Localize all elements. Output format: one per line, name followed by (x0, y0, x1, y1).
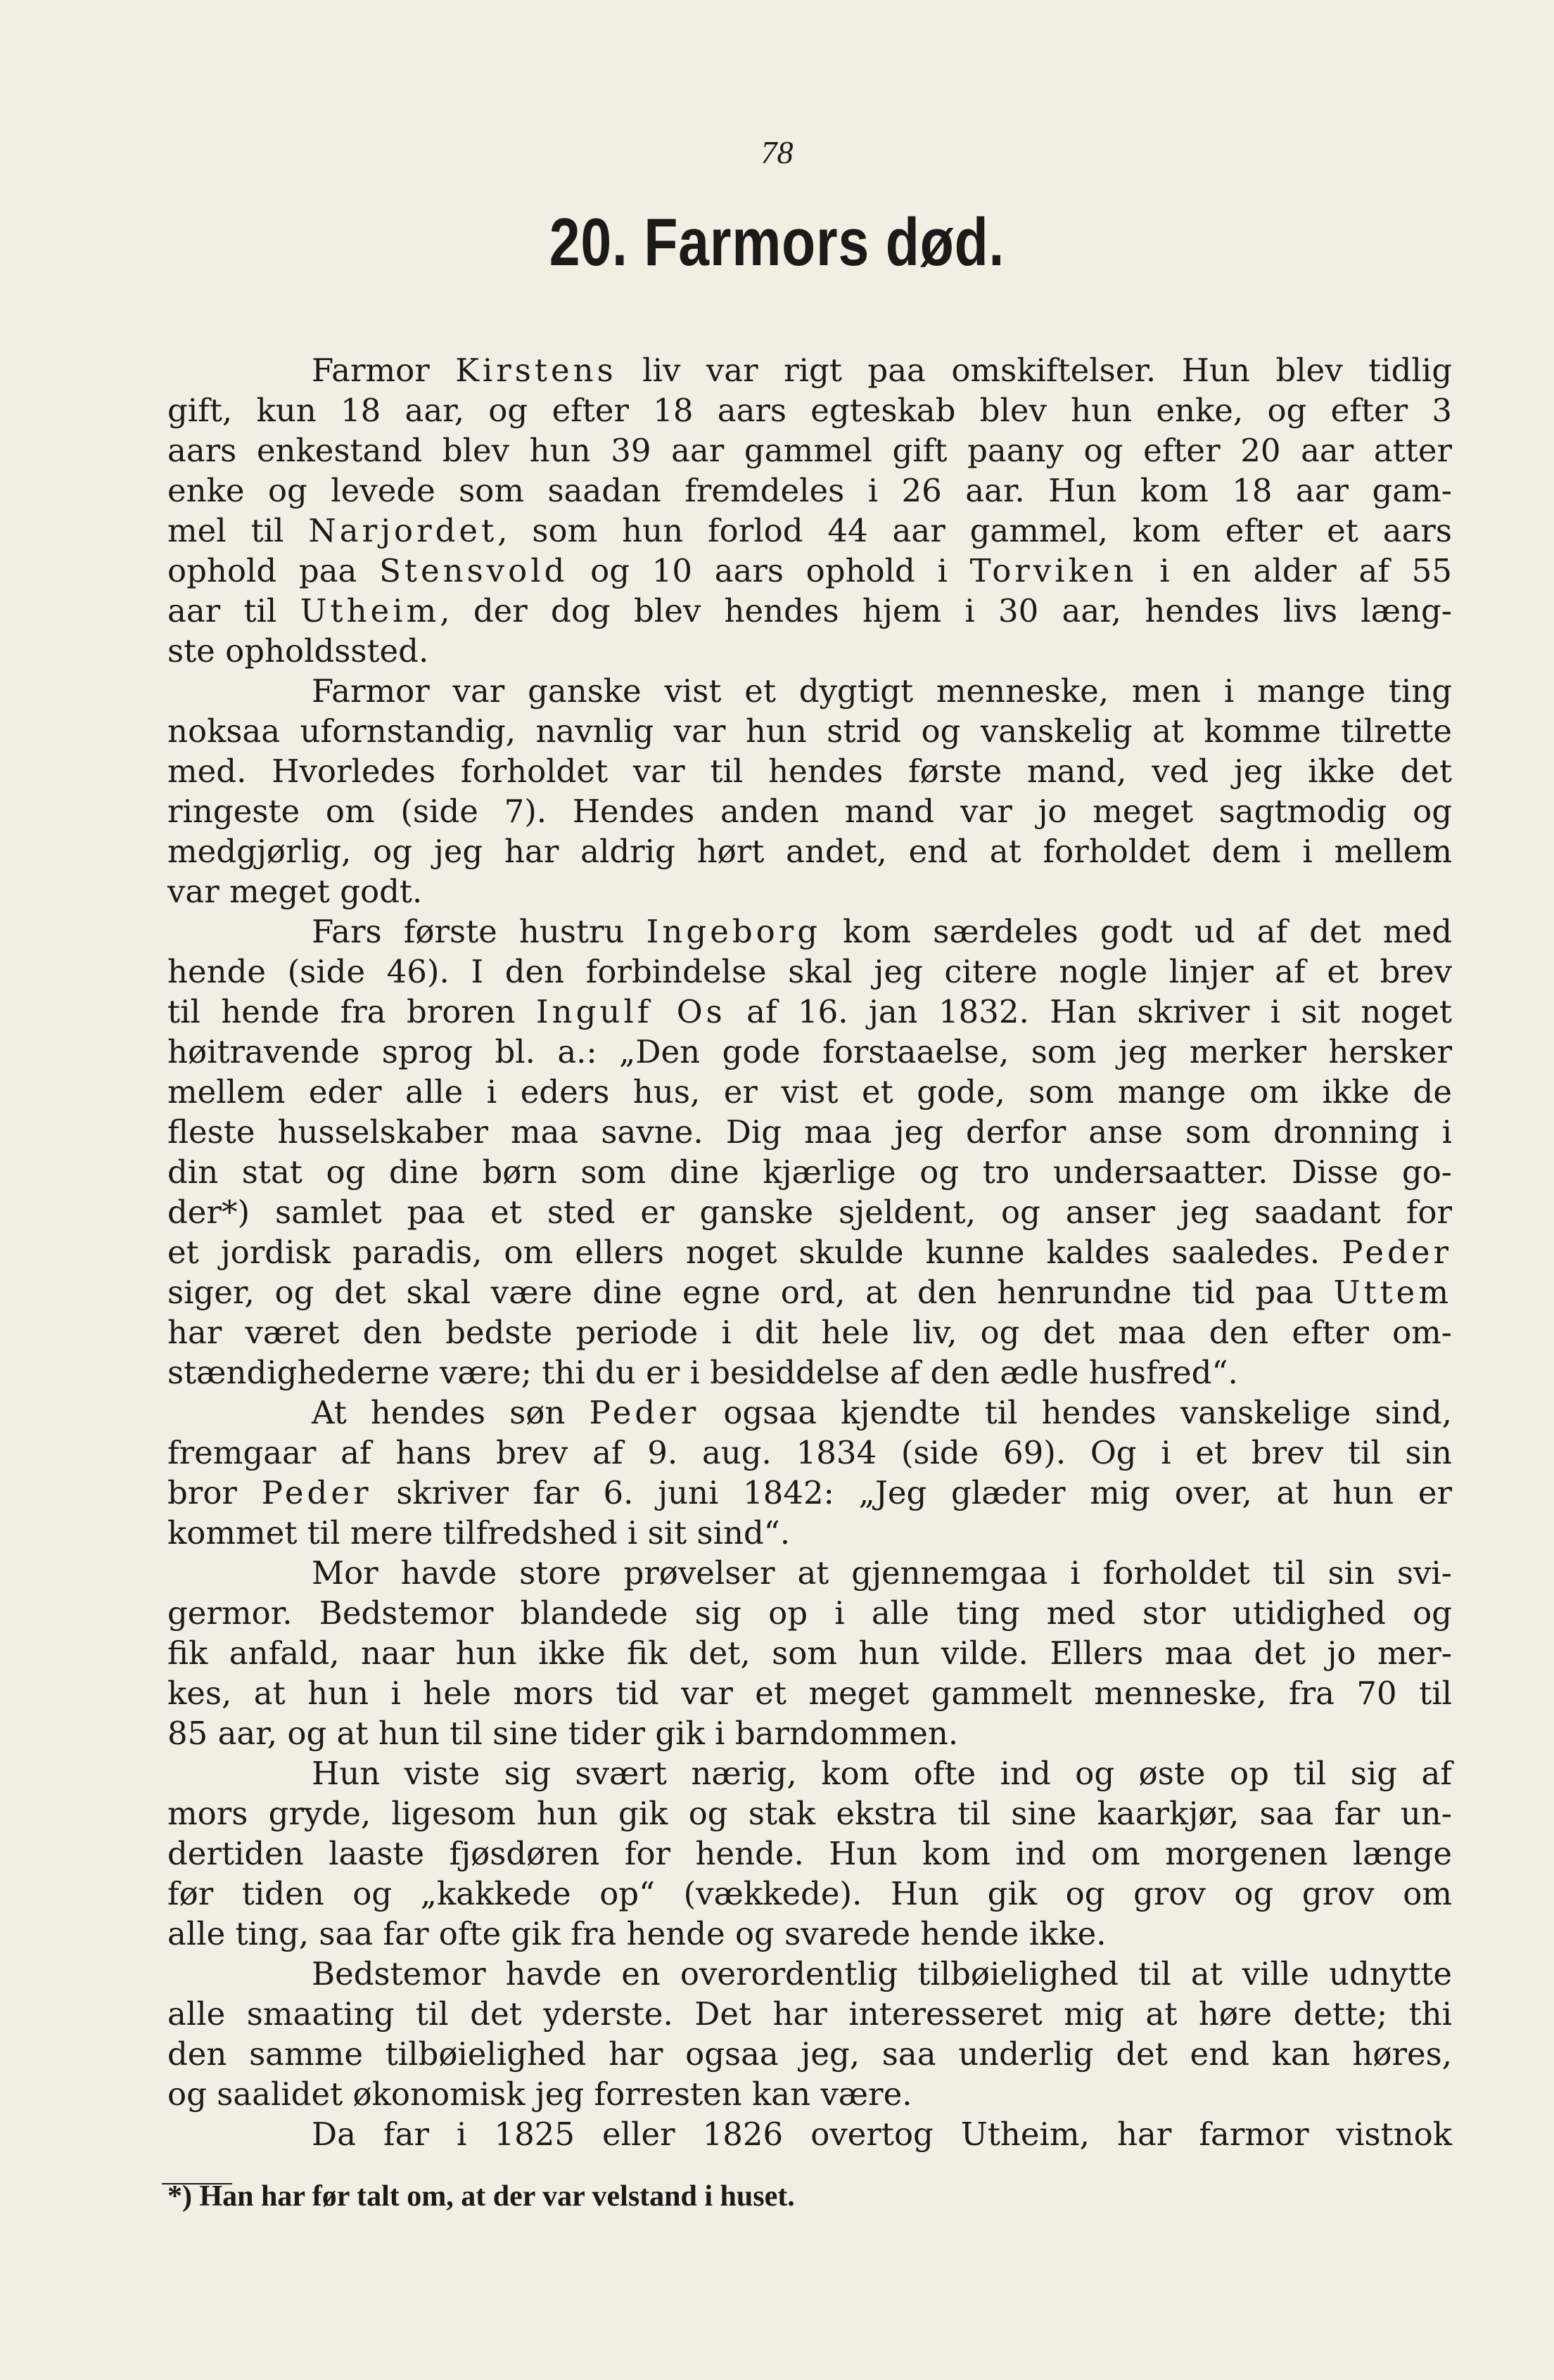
text-run: ogsaa kjendte til hendes vanskelige sind, (699, 1394, 1452, 1431)
text-run: høitravende sprog bl. a.: „Den gode forstaaelse, som jeg merker hersker (167, 1033, 1452, 1070)
spaced-name: Peder (261, 1474, 372, 1511)
text-run: og saalidet økonomisk jeg forresten kan være. (167, 2075, 912, 2113)
text-run: medgjørlig, og jeg har aldrig hørt andet, end at forholdet dem i mellem (167, 833, 1452, 870)
text-run: i en alder af 55 (1137, 552, 1452, 589)
text-line (167, 831, 1452, 871)
page-number: 78 (760, 134, 794, 170)
text-run: noksaa ufornstandig, navnlig var hun strid og vanskelig at komme tilrette (167, 712, 1452, 750)
text-line (167, 671, 1452, 711)
spaced-name: Torviken (969, 552, 1138, 589)
text-run: til hende fra broren (167, 993, 536, 1030)
text-run: mors gryde, ligesom hun gik og stak ekstra til sine kaarkjør, saa far un- (167, 1795, 1452, 1832)
text-line (167, 1352, 1452, 1393)
text-line (167, 711, 1452, 751)
text-line (167, 2074, 1452, 2114)
text-run: , som hun forlod 44 aar gammel, kom efter et aars (497, 512, 1453, 549)
spaced-name: Peder (589, 1394, 700, 1431)
text-run: kes, at hun i hele mors tid var et meget gammelt menneske, fra 70 til (167, 1675, 1452, 1712)
text-line (167, 791, 1452, 831)
text-line (167, 390, 1452, 430)
text-line (167, 2034, 1452, 2074)
text-line (167, 1433, 1452, 1473)
text-line (167, 591, 1452, 631)
text-run: ringeste om (side 7). Hendes anden mand var jo meget sagtmodig og (167, 793, 1452, 830)
spaced-name: Stensvold (379, 552, 568, 589)
text-run: ste opholdssted. (167, 632, 429, 670)
text-line (167, 350, 1452, 390)
text-line (167, 1593, 1452, 1633)
text-run: gift, kun 18 aar, og efter 18 aars egteskab blev hun enke, og efter 3 (167, 392, 1452, 429)
text-line (167, 551, 1452, 591)
text-run: Farmor (312, 352, 456, 389)
text-line (167, 1553, 1452, 1593)
spaced-name: Utheim (300, 592, 440, 629)
text-run: var meget godt. (167, 873, 423, 910)
text-run: ophold paa (167, 552, 380, 589)
text-run: fremgaar af hans brev af 9. aug. 1834 (side 69). Og i et brev til sin (167, 1434, 1452, 1471)
text-line (167, 1192, 1452, 1232)
text-line (167, 631, 1452, 671)
text-run: Bedstemor havde en overordentlig tilbøielighed til at ville udnytte (312, 1955, 1452, 1992)
footnote: *) Han har før talt om, at der var velstand i huset. (167, 2180, 795, 2213)
text-line (167, 2114, 1452, 2154)
text-run: Mor havde store prøvelser at gjennemgaa i forholdet til sin svi- (312, 1554, 1452, 1592)
text-line (167, 1834, 1452, 1874)
text-line (167, 1232, 1452, 1272)
text-run: aar til (167, 592, 300, 629)
text-run: alle smaating til det yderste. Det har interesseret mig at høre dette; thi (167, 1995, 1452, 2033)
text-run: der*) samlet paa et sted er ganske sjeldent, og anser jeg saadant for (167, 1194, 1452, 1231)
text-line (167, 871, 1452, 911)
text-run: og 10 aars ophold i (568, 552, 970, 589)
text-run: , der dog blev hendes hjem i 30 aar, hendes livs læng- (440, 592, 1452, 629)
text-run: alle ting, saa far ofte gik fra hende og svarede hende ikke. (167, 1915, 1107, 1952)
text-run: hende (side 46). I den forbindelse skal jeg citere nogle linjer af et brev (167, 953, 1452, 990)
text-line (167, 1272, 1452, 1312)
text-run: den samme tilbøielighed har ogsaa jeg, saa underlig det end kan høres, (167, 2035, 1452, 2073)
text-line (167, 1713, 1452, 1753)
text-run: kommet til mere tilfredshed i sit sind“. (167, 1514, 791, 1552)
text-run: fleste husselskaber maa savne. Dig maa jeg derfor anse som dronning i (167, 1113, 1452, 1151)
text-run: 85 aar, og at hun til sine tider gik i barndommen. (167, 1715, 959, 1752)
text-line (167, 1954, 1452, 1994)
text-run: stændighederne være; thi du er i besiddelse af den ædle husfred“. (167, 1354, 1238, 1391)
spaced-name: Narjordet (308, 512, 498, 549)
text-line (167, 1753, 1452, 1793)
text-line (167, 911, 1452, 952)
text-run: dertiden laaste fjøsdøren for hende. Hun kom ind om morgenen længe (167, 1835, 1452, 1872)
text-line (167, 1032, 1452, 1072)
spaced-name: Ingulf Os (535, 993, 726, 1030)
chapter-title: 20. Farmors død. (549, 205, 1005, 280)
text-run: enke og levede som saadan fremdeles i 26 aar. Hun kom 18 aar gam- (167, 472, 1452, 509)
text-line (167, 1874, 1452, 1914)
text-run: har været den bedste periode i dit hele liv, og det maa den efter om- (167, 1314, 1452, 1351)
text-line (167, 1112, 1452, 1152)
text-line (167, 511, 1452, 551)
text-line (167, 1152, 1452, 1192)
text-run: et jordisk paradis, om ellers noget skulde kunne kaldes saaledes. (167, 1234, 1342, 1271)
text-run: bror (167, 1474, 262, 1511)
text-run: kom særdeles godt ud af det med (821, 913, 1452, 950)
text-line (167, 1673, 1452, 1713)
text-run: Fars første hustru (312, 913, 647, 950)
text-run: før tiden og „kakkede op“ (vækkede). Hun gik og grov og grov om (167, 1875, 1452, 1912)
text-line (167, 1473, 1452, 1513)
text-line (167, 1393, 1452, 1433)
text-line (167, 1793, 1452, 1834)
text-line (167, 430, 1452, 471)
text-run: At hendes søn (312, 1394, 590, 1431)
text-line (167, 471, 1452, 511)
text-line (167, 1914, 1452, 1954)
text-run: Farmor var ganske vist et dygtigt menneske, men i mange ting (312, 672, 1452, 710)
body-text (167, 350, 1452, 2154)
text-line (167, 1072, 1452, 1112)
spaced-name: Uttem (1333, 1274, 1452, 1311)
text-line (167, 1994, 1452, 2034)
text-line (167, 1312, 1452, 1352)
text-run: Da far i 1825 eller 1826 overtog Utheim, har farmor vistnok (312, 2116, 1452, 2153)
text-run: af 16. jan 1832. Han skriver i sit noget (725, 993, 1452, 1030)
text-run: Hun viste sig svært nærig, kom ofte ind og øste op til sig af (312, 1755, 1452, 1792)
text-run: fik anfald, naar hun ikke fik det, som hun vilde. Ellers maa det jo mer- (167, 1634, 1452, 1672)
spaced-name: Kirstens (455, 352, 617, 389)
text-run: din stat og dine børn som dine kjærlige og tro undersaatter. Disse go- (167, 1153, 1452, 1191)
spaced-name: Ingeborg (646, 913, 822, 950)
text-line (167, 952, 1452, 992)
text-line (167, 992, 1452, 1032)
text-run: mellem eder alle i eders hus, er vist et gode, som mange om ikke de (167, 1073, 1452, 1111)
text-run: liv var rigt paa omskiftelser. Hun blev tidlig (616, 352, 1452, 389)
text-line (167, 751, 1452, 791)
text-run: germor. Bedstemor blandede sig op i alle ting med stor utidighed og (167, 1594, 1452, 1632)
text-run: skriver far 6. juni 1842: „Jeg glæder mig over, at hun er (371, 1474, 1452, 1511)
text-line (167, 1633, 1452, 1673)
text-run: mel til (167, 512, 309, 549)
text-run: aars enkestand blev hun 39 aar gammel gift paany og efter 20 aar atter (167, 432, 1452, 469)
text-run: med. Hvorledes forholdet var til hendes første mand, ved jeg ikke det (167, 753, 1452, 790)
spaced-name: Peder (1342, 1234, 1452, 1271)
text-line (167, 1513, 1452, 1553)
text-run: siger, og det skal være dine egne ord, at den henrundne tid paa (167, 1274, 1334, 1311)
